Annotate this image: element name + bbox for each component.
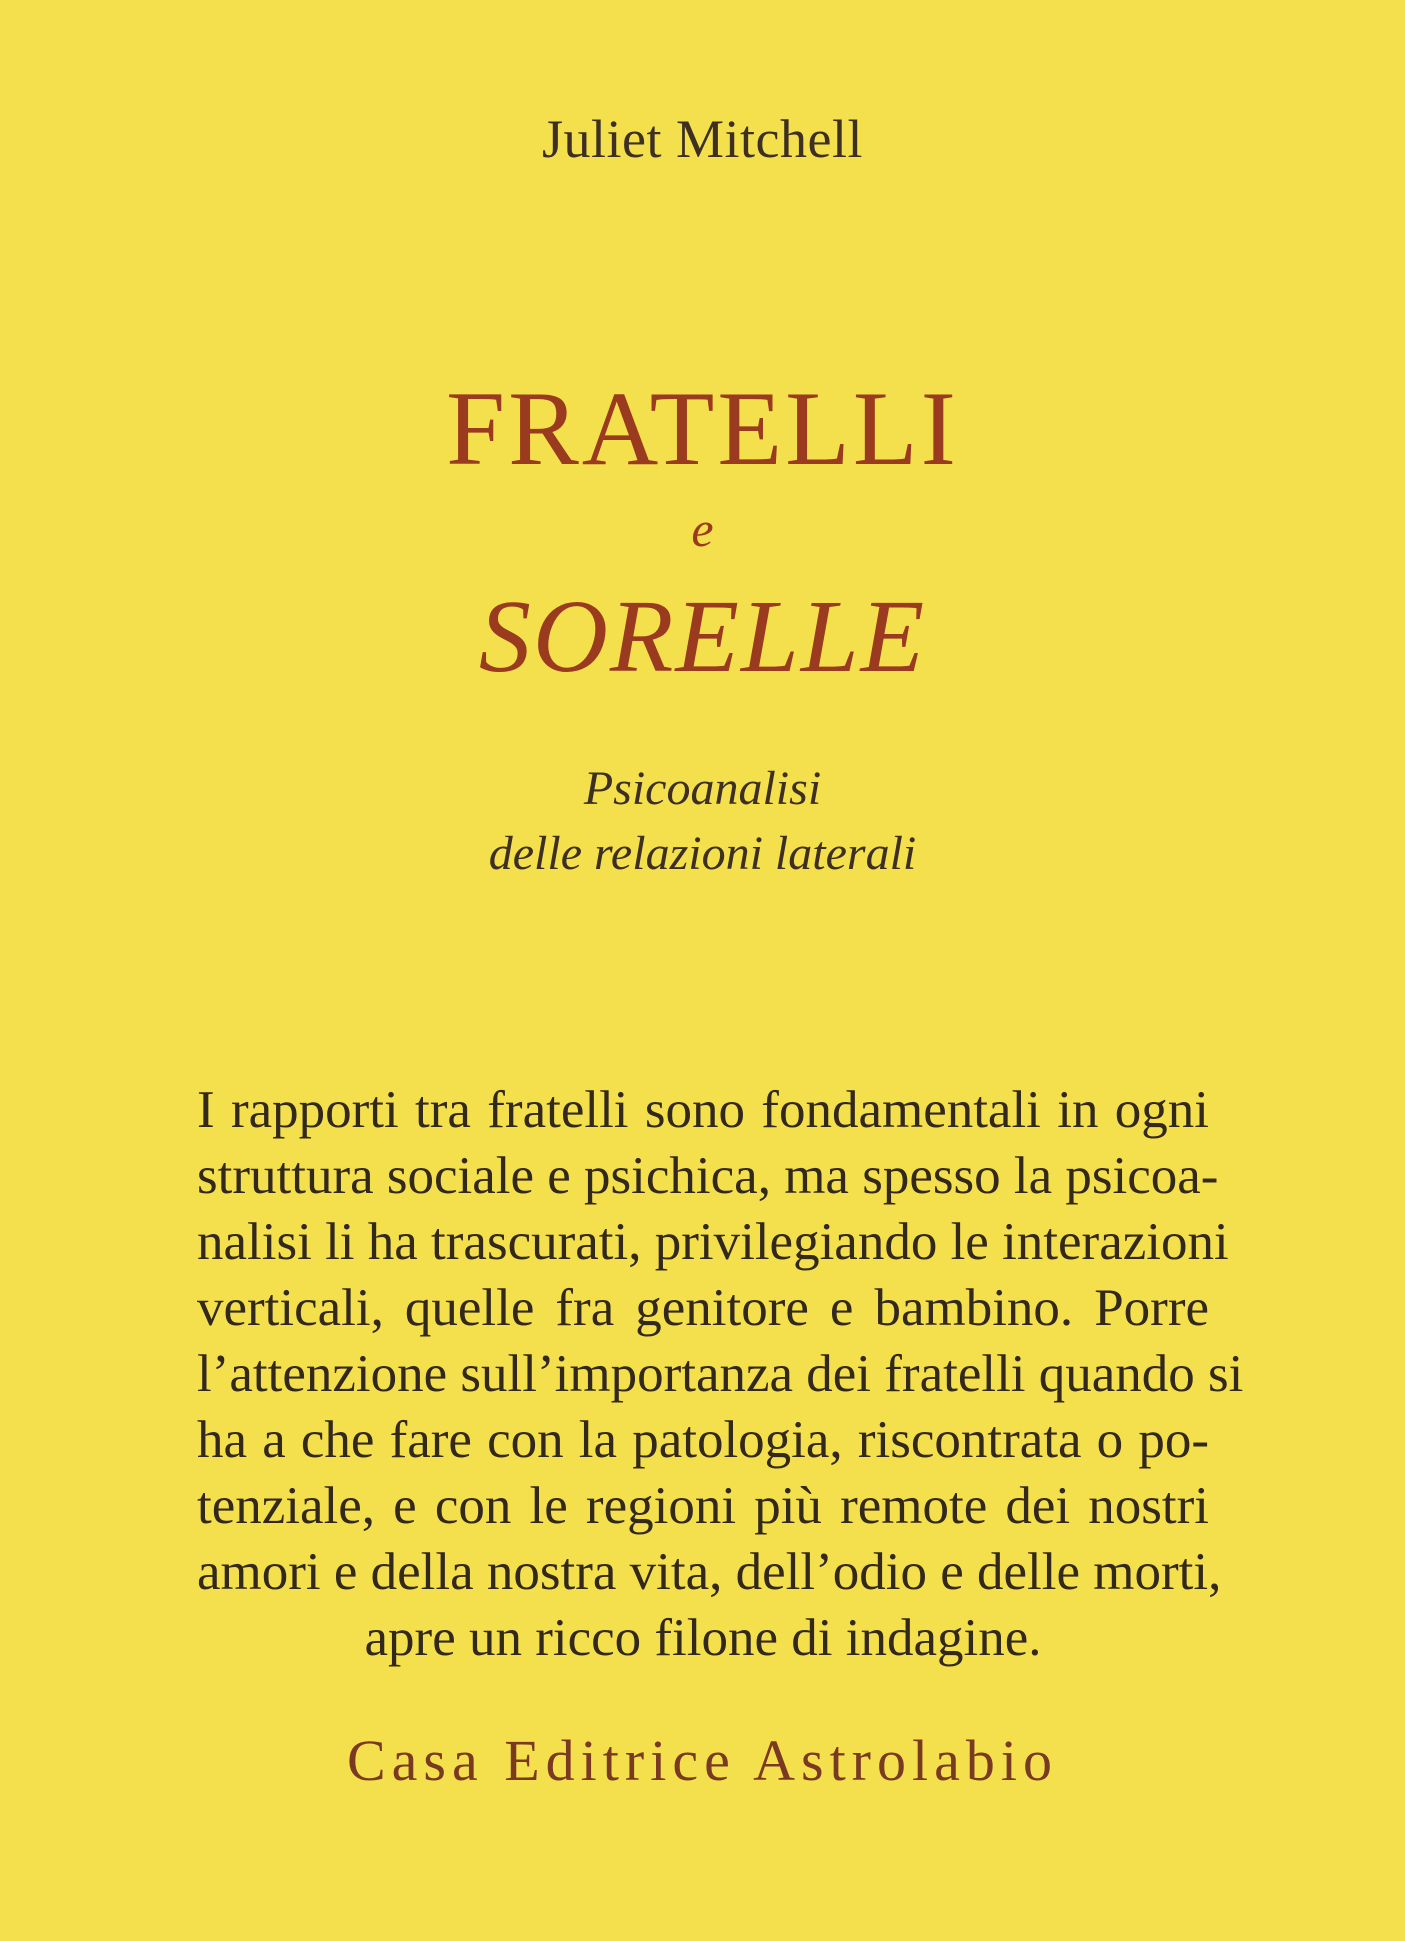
blurb-line: apre un ricco filone di indagine.: [364, 1609, 1042, 1667]
title-conjunction: e: [691, 501, 714, 557]
blurb-line: amori e della nostra vita, dell’odio e delle morti,: [197, 1543, 1222, 1601]
author-name: Juliet Mitchell: [542, 109, 863, 169]
blurb-line: l’attenzione sull’importanza dei fratelli quando si: [197, 1345, 1244, 1403]
blurb-text: [197, 1077, 1244, 1671]
blurb-line: nalisi li ha trascurati, privilegiando le interazioni: [197, 1213, 1229, 1271]
blurb-line: I rapporti tra fratelli sono fondamentali in ogni: [197, 1081, 1209, 1139]
subtitle-line-1: Psicoanalisi: [583, 762, 822, 815]
title-line-2: SORELLE: [478, 579, 927, 694]
blurb-line: struttura sociale e psichica, ma spesso la psicoa-: [197, 1147, 1219, 1205]
blurb-line: ha a che fare con la patologia, riscontrata o po-: [197, 1411, 1209, 1469]
subtitle: [0, 756, 1405, 886]
subtitle-line-2: delle relazioni laterali: [488, 827, 917, 880]
title-line-1: FRATELLI: [446, 370, 959, 487]
publisher-name: Casa Editrice Astrolabio: [347, 1728, 1058, 1793]
blurb-line: tenziale, e con le regioni più remote dei nostri: [197, 1477, 1209, 1535]
blurb-line: verticali, quelle fra genitore e bambino. Porre: [197, 1279, 1209, 1337]
